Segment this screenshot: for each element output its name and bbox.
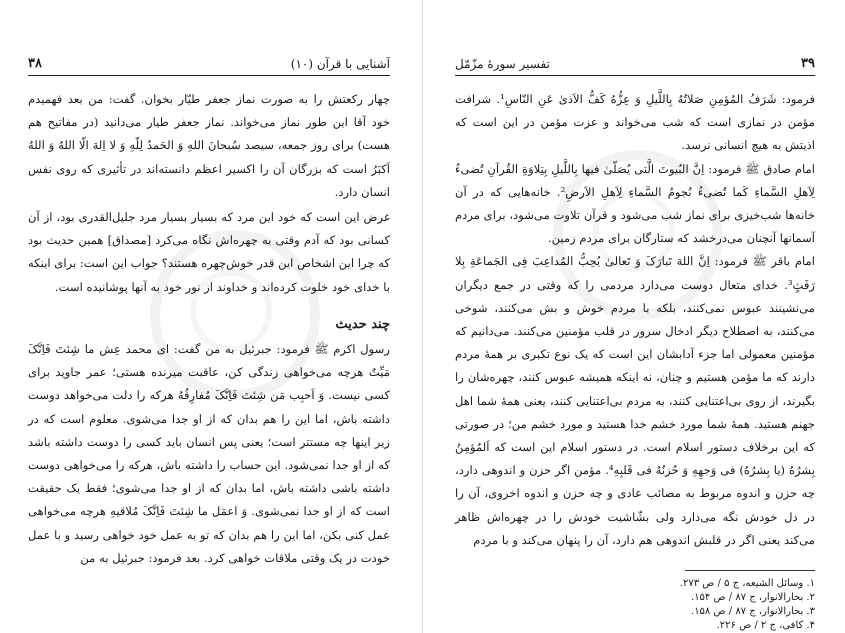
running-title: آشنایی با قرآن (۱۰) <box>290 57 390 71</box>
page-number: ۳۹ <box>801 56 815 71</box>
running-title: تفسیر سورهٔ مزّمّل <box>455 57 550 71</box>
paragraph: غرض این است که خود این مرد که بسیار بسیار مرد جلیل‌القدری بود، از آن کسانی بود که آدم وقتی به چهره‌اش نگاه می‌کرد [مصداق] همین حدیث بود که چرا این اشخاص این قدر خوش‌چهره هستند؟ جواب این است: برای اینکه با خدای خود خلوت کرده‌اند و خداوند از نور خود به آنها پوشانیده است. <box>28 210 390 294</box>
right-page <box>423 0 845 633</box>
left-page <box>0 0 422 633</box>
paragraph: امام صادق ﷺ فرمود: اِنَّ البُیوتَ الَّتی یُصَلّیٰ فیها بِاللَّیلِ بِتِلاوَةِ القُرآنِ تُضیءُ لِاَهلِ السَّماءِ کَما تُضیءُ نُجومُ السَّماءِ لِاَهلِ الاَرضِ². خانه‌هایی که در آن خانه‌ها شب‌خیزی برای نماز شب می‌شود و قرآن تلاوت می‌شود، برای مردم آسمانها آنچنان می‌درخشد که ستارگان برای مردم زمین. <box>455 161 815 246</box>
section-heading: چند حدیث <box>335 316 390 332</box>
watermark-emblem-icon <box>553 150 723 320</box>
footnote: ۲. بحارالانوار، ج ۸۷ / ص ۱۵۴. <box>691 592 815 604</box>
paragraph: فرمود: شَرَفُ المُؤمِنِ صَلاتُهُ بِاللَّیلِ وَ عِزُّهُ کَفُّ الاَذیٰ عَنِ النّاسِ¹. شرافت مؤمن در نمازی است که شب می‌خواند و عزت مؤمن در این است که اذیتش به هیچ انسانی نرسد. <box>455 92 815 153</box>
footnote: ۳. بحارالانوار، ج ۸۷ / ص ۱۵۸. <box>691 606 815 618</box>
footnotes <box>455 577 815 633</box>
watermark-emblem-icon <box>150 230 320 400</box>
right-page-header <box>455 56 815 76</box>
paragraph: امام باقر ﷺ فرمود: اِنَّ اللهَ تَبارَکَ وَ تَعالیٰ یُحِبُّ المُداعِبَ فِی الجَماعَةِ بِلا رَفَثٍ³. خدای متعال دوست می‌دارد مردمی را که وقتی در جمع دیگران می‌نشینند عبوس نمی‌کنند، بلکه با مردم خوش و بش می‌کنند، شوخی می‌کنند، به اصطلاح دیگر ادخال سرور در قلب مؤمنین می‌کنند. می‌دانیم که مؤمنین معمولی اما جزء آدابشان این است که یک نوع تکبری بر همهٔ مردم دارند که ما مؤمن هستیم و چنان، نه اینکه همیشه عبوس کنند، چهره‌شان را بگیرند، از روی بی‌اعتنایی کنند، به مردم بی‌اعتنایی کنند، یعنی همهٔ شما اهل جهنم هستید. همهٔ شما مورد خشم خدا هستید و مورد خشم من؛ در صورتی که این برخلاف دستور اسلام است. در دستور اسلام این است که اَلمُؤمِنُ بِشرُهُ (یا بِشرُهُ) فی وَجهِهِ وَ حُزنُهُ فی قَلبِهِ⁴. مؤمن اگر حزن و اندوهی دارد، چه حزن و اندوه مربوط به مصائب عادی و چه حزن و اندوه اخروی، آن را در دل خودش نگه می‌دارد ولی بشّاشیت خودش را در چهره‌اش ظاهر می‌کند یعنی اگر در قلبش اندوهی هم دارد، آن را پنهان می‌کند و با مردم <box>455 254 815 547</box>
paragraph: رسول اکرم ﷺ فرمود: جبرئیل به من گفت: ای محمد عِش ما شِئتَ فَاِنَّکَ مَیِّتٌ هرچه می‌خواهی زندگی کن، عاقبت میرنده هستی؛ عمر جاوید برای کسی نیست. وَ اَحبِب مَن شِئتَ فَاِنَّکَ مُفارِقُهُ هرکه را دلت می‌خواهد دوست داشته باش، اما این را هم بدان که از او جدا می‌شوی. معلوم است که در زیر اینها چه مستتر است؛ یعنی پس انسان باید کسی را دوست داشته باشد که از او جدا نمی‌شود. این حساب را داشته باش، هرکه را می‌خواهی دوست داشته باشی داشته باش، اما بدان که از او جدا می‌شوی؛ فقط یک حقیقت است که از او جدا نمی‌شوی. وَ اعمَل ما شِئتَ فَاِنَّکَ مُلاقیهِ هرچه می‌خواهی عمل کنی بکن، اما این را هم بدان که تو به عمل خود خواهی رسید و با عمل خودت در یک وقتی ملاقات خواهی کرد. بعد فرمود: جبرئیل به من <box>28 342 390 565</box>
footnote: ۱. وسائل الشیعه، ج ۵ / ص ۲۷۳. <box>679 578 815 590</box>
footnote: ۴. کافی، ج ۲ / ص ۲۲۶. <box>716 620 815 632</box>
footnote-separator <box>685 570 815 571</box>
page-number: ۳۸ <box>28 56 42 71</box>
paragraph: چهار رکعتش را به صورت نماز جعفر طیّار بخوان. گفت: من بعد فهمیدم خود آقا این طور نماز می‌خواند. نماز جعفر طیار می‌دانید (در مفاتیح هم هست) برای روز جمعه، سیصد سُبحانَ اللهِ وَ الحَمدُ لِلّهِ وَ لا اِلهَ الّا اللهُ وَ اللهُ اَکبَرُ است که بزرگان آن را اکسیر اعظم دانسته‌اند در تأثیری که روی نفس انسان دارد. <box>28 92 390 199</box>
left-page-header <box>28 56 390 76</box>
